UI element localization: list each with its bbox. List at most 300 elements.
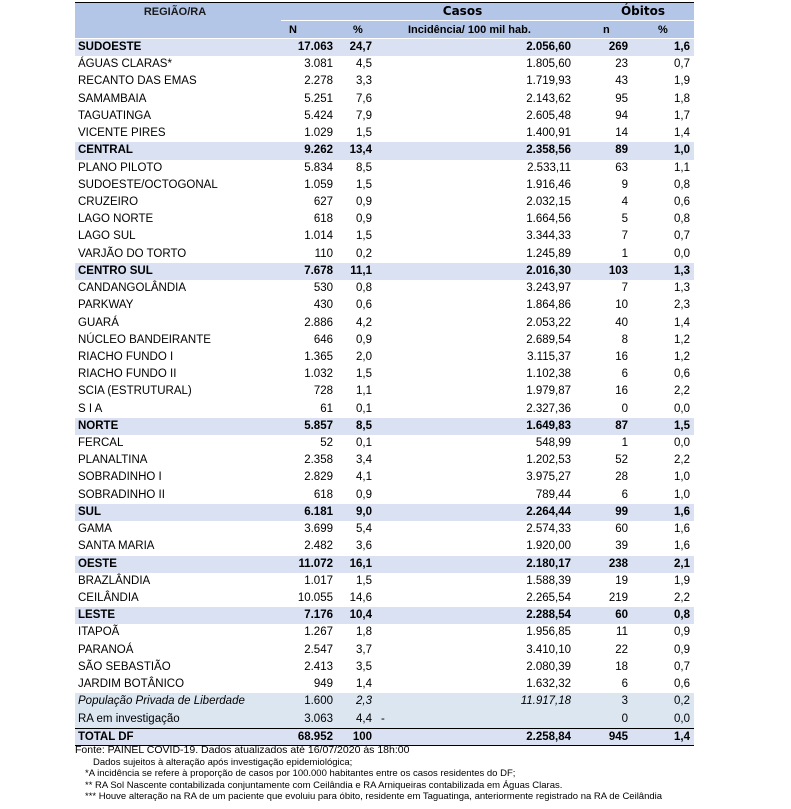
row-dash: - xyxy=(381,712,385,725)
row-cases-n: 5.424 xyxy=(304,109,333,122)
row-incidencia: 3.410,10 xyxy=(526,643,571,656)
row-cases-pct: 24,7 xyxy=(349,41,372,53)
row-name: RA em investigação xyxy=(78,712,180,725)
table-row xyxy=(75,401,694,418)
row-obitos-pct: 1,3 xyxy=(674,264,690,277)
total-obitos-pct: 1,4 xyxy=(674,730,690,743)
header-regiao: REGIÃO/RA xyxy=(143,6,207,18)
row-obitos-n: 16 xyxy=(615,350,628,363)
row-name: FERCAL xyxy=(78,437,124,450)
row-incidencia: 1.664,56 xyxy=(526,213,571,226)
table-row xyxy=(75,211,694,228)
row-obitos-pct: 1,2 xyxy=(674,350,690,363)
row-incidencia: 2.264,44 xyxy=(526,505,571,518)
table-row xyxy=(75,383,694,400)
footnote-2: *A incidência se refere à proporção de casos por 100.000 habitantes entre os casos residentes do DF; xyxy=(85,768,516,779)
header-pct-casos: % xyxy=(353,23,363,36)
header-obitos: Óbitos xyxy=(620,4,666,18)
total-obitos-n: 945 xyxy=(608,730,628,743)
row-obitos-n: 7 xyxy=(621,282,628,295)
row-obitos-pct: 1,0 xyxy=(674,144,690,157)
row-incidencia: 1.979,87 xyxy=(526,385,571,398)
row-cases-pct: 0,6 xyxy=(356,299,372,312)
row-obitos-n: 87 xyxy=(615,419,628,432)
row-incidencia: 1.719,93 xyxy=(526,75,571,88)
row-cases-pct: 10,4 xyxy=(349,609,372,622)
row-obitos-n: 238 xyxy=(608,557,628,570)
table-row xyxy=(75,91,694,108)
row-cases-n: 1.014 xyxy=(304,230,333,243)
row-name: SCIA (ESTRUTURAL) xyxy=(78,385,192,398)
row-obitos-pct: 1,0 xyxy=(674,471,690,484)
row-incidencia: 1.202,53 xyxy=(526,454,571,467)
table-row xyxy=(75,435,694,452)
table-row xyxy=(75,676,694,693)
row-obitos-pct: 0,7 xyxy=(674,660,690,673)
row-cases-n: 1.017 xyxy=(304,574,333,587)
table-row xyxy=(75,228,694,245)
row-incidencia: 2.265,54 xyxy=(526,592,571,604)
row-obitos-pct: 1,8 xyxy=(674,92,690,105)
row-incidencia: 2.032,15 xyxy=(526,195,571,208)
row-obitos-pct: 1,0 xyxy=(674,488,690,501)
row-cases-n: 7.678 xyxy=(304,264,333,277)
row-obitos-n: 95 xyxy=(615,92,628,105)
row-incidencia: 2.053,22 xyxy=(526,316,571,329)
row-name: CANDANGOLÂNDIA xyxy=(78,282,186,295)
table-row xyxy=(75,125,694,142)
row-cases-pct: 2,0 xyxy=(356,350,372,363)
region-group-row xyxy=(75,504,694,521)
row-obitos-n: 9 xyxy=(621,178,628,191)
row-cases-pct: 1,5 xyxy=(356,574,372,587)
table-row xyxy=(75,642,694,659)
row-name: OESTE xyxy=(78,557,117,570)
row-cases-n: 2.886 xyxy=(304,316,333,329)
row-obitos-pct: 1,5 xyxy=(674,419,690,432)
row-cases-n: 6.181 xyxy=(304,505,333,518)
row-incidencia: 3.344,33 xyxy=(526,230,571,243)
row-cases-pct: 1,5 xyxy=(356,368,372,381)
row-name: RIACHO FUNDO II xyxy=(78,368,177,381)
region-group-row xyxy=(75,418,694,435)
row-cases-n: 1.029 xyxy=(304,127,333,140)
row-name: SOBRADINHO II xyxy=(78,488,165,501)
row-name: ÁGUAS CLARAS* xyxy=(78,58,172,71)
row-obitos-n: 16 xyxy=(615,385,628,398)
row-cases-pct: 8,5 xyxy=(356,161,372,174)
row-obitos-n: 0 xyxy=(621,712,628,725)
row-cases-pct: 2,3 xyxy=(356,695,372,708)
row-incidencia: 2.358,56 xyxy=(526,144,571,157)
table-row xyxy=(75,194,694,211)
row-obitos-n: 269 xyxy=(608,41,628,53)
table-body xyxy=(75,39,694,728)
row-cases-pct: 1,8 xyxy=(356,626,372,639)
row-name: SUDOESTE/OCTOGONAL xyxy=(78,178,218,191)
row-name: SOBRADINHO I xyxy=(78,471,162,484)
row-obitos-n: 60 xyxy=(615,523,628,536)
row-incidencia: 3.243,97 xyxy=(526,282,571,295)
row-name: PARKWAY xyxy=(78,299,134,312)
row-incidencia: 11.917,18 xyxy=(520,695,571,708)
row-obitos-pct: 0,9 xyxy=(674,626,690,639)
row-cases-n: 9.262 xyxy=(304,144,333,157)
row-obitos-pct: 1,9 xyxy=(674,574,690,587)
row-cases-pct: 4,1 xyxy=(356,471,372,484)
row-cases-n: 5.251 xyxy=(304,92,333,105)
row-incidencia: 2.180,17 xyxy=(526,557,571,570)
row-incidencia: 2.327,36 xyxy=(526,402,571,415)
table-row xyxy=(75,332,694,349)
row-cases-n: 3.081 xyxy=(304,58,333,71)
header-row-2 xyxy=(75,21,694,40)
row-obitos-pct: 2,2 xyxy=(674,454,690,467)
table-row xyxy=(75,315,694,332)
footnote-3: ** RA Sol Nascente contabilizada conjuntamente com Ceilândia e RA Arniqueiras contabilizada em Águas Claras. xyxy=(85,779,563,791)
row-obitos-pct: 1,4 xyxy=(674,127,690,140)
table-row xyxy=(75,280,694,297)
row-cases-pct: 3,4 xyxy=(356,454,372,467)
row-name: NORTE xyxy=(78,419,119,432)
row-obitos-n: 39 xyxy=(615,540,628,553)
row-cases-n: 3.699 xyxy=(304,523,333,536)
row-obitos-n: 5 xyxy=(621,213,628,226)
row-name: CEILÂNDIA xyxy=(78,592,139,604)
row-cases-n: 5.834 xyxy=(304,161,333,174)
row-cases-pct: 5,4 xyxy=(356,523,372,536)
header-n-casos: N xyxy=(289,23,297,36)
row-cases-pct: 14,6 xyxy=(349,592,372,604)
table-row xyxy=(75,711,694,728)
row-cases-n: 7.176 xyxy=(304,609,333,622)
row-cases-n: 2.482 xyxy=(304,540,333,553)
row-cases-n: 10.055 xyxy=(297,592,333,604)
row-cases-pct: 0,9 xyxy=(356,333,372,346)
row-obitos-n: 7 xyxy=(621,230,628,243)
row-incidencia: 1.245,89 xyxy=(526,247,571,260)
region-group-row xyxy=(75,39,694,56)
row-cases-pct: 1,5 xyxy=(356,127,372,140)
row-obitos-n: 14 xyxy=(615,127,628,140)
row-cases-n: 2.547 xyxy=(304,643,333,656)
row-obitos-pct: 0,0 xyxy=(674,437,690,450)
row-name: GAMA xyxy=(78,523,112,536)
row-name: RECANTO DAS EMAS xyxy=(78,75,197,88)
row-cases-n: 2.413 xyxy=(304,660,333,673)
row-incidencia: 1.805,60 xyxy=(526,58,571,71)
header-incidencia: Incidência/ 100 mil hab. xyxy=(408,23,531,36)
row-incidencia: 1.956,85 xyxy=(526,626,571,639)
table-row xyxy=(75,521,694,538)
row-name: CENTRAL xyxy=(78,144,133,157)
row-cases-n: 1.600 xyxy=(304,695,333,708)
row-obitos-n: 89 xyxy=(615,144,628,157)
row-cases-pct: 0,1 xyxy=(356,402,372,415)
row-obitos-pct: 0,0 xyxy=(674,247,690,260)
row-obitos-pct: 1,6 xyxy=(674,41,690,53)
row-obitos-pct: 0,0 xyxy=(674,402,690,415)
row-incidencia: 3.115,37 xyxy=(527,350,571,363)
row-cases-n: 618 xyxy=(313,213,333,226)
table-row xyxy=(75,452,694,469)
row-cases-pct: 4,2 xyxy=(356,316,372,329)
row-obitos-n: 11 xyxy=(616,626,628,639)
row-cases-n: 627 xyxy=(313,195,333,208)
row-name: PARANOÁ xyxy=(78,643,134,656)
row-obitos-pct: 0,0 xyxy=(674,712,690,725)
row-cases-n: 1.059 xyxy=(304,178,333,191)
row-name: SUL xyxy=(78,505,101,518)
row-cases-n: 618 xyxy=(313,488,333,501)
table-row xyxy=(75,297,694,314)
row-obitos-pct: 0,6 xyxy=(674,368,690,381)
table-row xyxy=(75,693,694,710)
row-obitos-pct: 0,8 xyxy=(674,609,690,622)
row-obitos-n: 1 xyxy=(621,437,628,450)
table-row xyxy=(75,590,694,607)
table-row xyxy=(75,246,694,263)
row-cases-pct: 3,7 xyxy=(356,643,372,656)
row-obitos-n: 23 xyxy=(615,58,628,71)
table-row xyxy=(75,487,694,504)
row-obitos-n: 43 xyxy=(615,75,628,88)
row-obitos-pct: 2,2 xyxy=(674,385,690,398)
row-obitos-n: 28 xyxy=(615,471,628,484)
row-obitos-pct: 1,6 xyxy=(674,523,690,536)
row-cases-n: 52 xyxy=(320,437,333,450)
row-cases-pct: 4,5 xyxy=(356,58,372,71)
row-name: SÃO SEBASTIÃO xyxy=(78,660,171,673)
row-cases-pct: 8,5 xyxy=(356,419,372,432)
row-obitos-pct: 2,2 xyxy=(674,592,690,604)
row-name: PLANALTINA xyxy=(78,454,148,467)
row-cases-n: 728 xyxy=(313,385,333,398)
row-cases-n: 2.358 xyxy=(304,454,333,467)
row-name: População Privada de Liberdade xyxy=(78,695,245,708)
row-cases-n: 3.063 xyxy=(304,712,333,725)
table-row xyxy=(75,73,694,90)
table-row xyxy=(75,160,694,177)
total-n: 68.952 xyxy=(297,730,333,743)
region-group-row xyxy=(75,607,694,624)
row-obitos-n: 60 xyxy=(615,609,628,622)
row-cases-pct: 0,2 xyxy=(356,247,372,260)
row-cases-pct: 0,9 xyxy=(356,213,372,226)
row-name: BRAZLÂNDIA xyxy=(78,574,151,587)
row-obitos-n: 6 xyxy=(621,678,628,691)
total-pct: 100 xyxy=(352,730,372,743)
header-row-1 xyxy=(75,2,694,21)
total-incidencia: 2.258,84 xyxy=(526,730,571,743)
row-cases-pct: 0,9 xyxy=(356,195,372,208)
region-group-row xyxy=(75,142,694,159)
region-group-row xyxy=(75,263,694,280)
row-obitos-pct: 0,7 xyxy=(674,230,690,243)
row-incidencia: 1.632,32 xyxy=(526,678,571,691)
row-obitos-pct: 0,6 xyxy=(674,195,690,208)
table-row xyxy=(75,573,694,590)
table-row xyxy=(75,659,694,676)
row-incidencia: 2.016,30 xyxy=(526,264,571,277)
header-casos: Casos xyxy=(442,4,483,18)
footnote-source: Fonte: PAINEL COVID-19. Dados atualizados até 16/07/2020 às 18h:00 xyxy=(75,744,410,756)
footnotes xyxy=(75,745,775,803)
row-obitos-n: 3 xyxy=(621,695,628,708)
row-incidencia: 2.056,60 xyxy=(526,41,571,53)
row-obitos-pct: 2,3 xyxy=(674,299,690,312)
row-obitos-n: 103 xyxy=(608,264,628,277)
row-incidencia: 789,44 xyxy=(535,488,571,501)
row-cases-pct: 9,0 xyxy=(356,505,372,518)
row-obitos-n: 18 xyxy=(615,660,628,673)
row-obitos-pct: 0,8 xyxy=(674,178,690,191)
row-cases-n: 17.063 xyxy=(297,41,333,53)
row-cases-pct: 16,1 xyxy=(349,557,372,570)
total-name: TOTAL DF xyxy=(78,730,134,743)
row-incidencia: 1.400,91 xyxy=(526,127,571,140)
row-name: LESTE xyxy=(78,609,116,622)
row-obitos-pct: 1,4 xyxy=(674,316,690,329)
row-incidencia: 2.574,33 xyxy=(526,523,571,536)
row-cases-pct: 11,1 xyxy=(350,264,372,277)
table-row xyxy=(75,177,694,194)
region-group-row xyxy=(75,556,694,573)
covid-cases-table xyxy=(75,2,694,746)
row-obitos-pct: 0,7 xyxy=(674,58,690,71)
row-obitos-n: 40 xyxy=(615,316,628,329)
row-name: LAGO NORTE xyxy=(78,213,154,226)
table-row xyxy=(75,624,694,641)
row-cases-n: 61 xyxy=(320,402,333,415)
row-incidencia: 2.689,54 xyxy=(526,333,571,346)
row-cases-n: 1.032 xyxy=(304,368,333,381)
row-name: SAMAMBAIA xyxy=(78,92,147,105)
row-incidencia: 2.288,54 xyxy=(526,609,571,622)
row-incidencia: 1.649,83 xyxy=(526,419,571,432)
row-obitos-pct: 1,3 xyxy=(674,282,690,295)
row-obitos-n: 63 xyxy=(615,161,628,174)
row-obitos-n: 6 xyxy=(621,488,628,501)
row-cases-n: 5.857 xyxy=(304,419,333,432)
row-obitos-n: 6 xyxy=(621,368,628,381)
row-name: SUDOESTE xyxy=(78,41,142,53)
row-obitos-n: 0 xyxy=(621,402,628,415)
row-obitos-pct: 0,9 xyxy=(674,643,690,656)
row-cases-pct: 0,8 xyxy=(356,282,372,295)
row-name: SANTA MARIA xyxy=(78,540,155,553)
row-obitos-n: 8 xyxy=(621,333,628,346)
row-name: RIACHO FUNDO I xyxy=(78,350,174,363)
row-name: S I A xyxy=(78,402,103,415)
row-obitos-pct: 1,7 xyxy=(674,109,690,122)
row-obitos-n: 22 xyxy=(615,643,628,656)
row-cases-n: 1.365 xyxy=(304,350,333,363)
row-cases-n: 110 xyxy=(314,247,333,260)
row-cases-pct: 4,4 xyxy=(356,712,372,725)
row-obitos-n: 52 xyxy=(615,454,628,467)
table-row xyxy=(75,366,694,383)
row-cases-n: 2.278 xyxy=(304,75,333,88)
row-cases-n: 2.829 xyxy=(304,471,333,484)
row-cases-pct: 0,1 xyxy=(356,437,372,450)
row-name: PLANO PILOTO xyxy=(78,161,163,174)
table-row xyxy=(75,56,694,73)
row-cases-pct: 0,9 xyxy=(356,488,372,501)
row-cases-pct: 3,5 xyxy=(356,660,372,673)
footnote-1: Dados sujeitos à alteração após investigação epidemiológica; xyxy=(93,756,353,768)
header-pct-obitos: % xyxy=(658,23,668,36)
row-cases-n: 11.072 xyxy=(298,557,333,570)
row-cases-pct: 1,1 xyxy=(356,385,372,398)
row-cases-n: 430 xyxy=(313,299,333,312)
row-cases-pct: 3,3 xyxy=(356,75,372,88)
row-incidencia: 2.533,11 xyxy=(527,161,571,174)
header-n-obitos: n xyxy=(603,23,610,36)
row-cases-pct: 1,5 xyxy=(356,178,372,191)
row-incidencia: 2.605,48 xyxy=(526,109,571,122)
footnote-4: *** Houve alteração na RA de um paciente que evoluiu para óbito, residente em Taguatinga, anteriormente registrado na RA de Ceilândia xyxy=(85,791,663,802)
row-incidencia: 1.864,86 xyxy=(526,299,571,312)
row-obitos-pct: 1,6 xyxy=(674,505,690,518)
row-cases-pct: 7,9 xyxy=(356,109,372,122)
row-cases-pct: 7,6 xyxy=(356,92,372,105)
row-obitos-n: 1 xyxy=(621,247,628,260)
table-row xyxy=(75,108,694,125)
row-obitos-pct: 0,2 xyxy=(674,695,690,708)
row-obitos-pct: 1,2 xyxy=(674,333,690,346)
row-name: CENTRO SUL xyxy=(78,264,153,277)
row-incidencia: 1.920,00 xyxy=(526,540,571,553)
row-obitos-pct: 1,9 xyxy=(674,75,690,88)
row-incidencia: 2.080,39 xyxy=(526,660,571,673)
row-obitos-n: 99 xyxy=(615,505,628,518)
row-obitos-pct: 1,1 xyxy=(674,161,690,174)
row-cases-pct: 1,5 xyxy=(356,230,372,243)
row-incidencia: 548,99 xyxy=(535,437,571,450)
row-name: LAGO SUL xyxy=(78,230,136,243)
row-obitos-pct: 0,6 xyxy=(674,678,690,691)
row-cases-pct: 1,4 xyxy=(356,678,372,691)
row-name: JARDIM BOTÂNICO xyxy=(78,678,185,691)
row-cases-n: 646 xyxy=(313,333,333,346)
row-name: VICENTE PIRES xyxy=(78,127,166,140)
row-obitos-n: 219 xyxy=(608,592,628,604)
row-name: ITAPOÃ xyxy=(78,626,120,639)
row-name: TAGUATINGA xyxy=(78,109,152,122)
row-name: VARJÃO DO TORTO xyxy=(78,247,187,260)
row-cases-pct: 13,4 xyxy=(349,144,372,157)
table-row xyxy=(75,538,694,555)
row-cases-n: 949 xyxy=(313,678,333,691)
row-incidencia: 1.588,39 xyxy=(526,574,571,587)
row-obitos-n: 19 xyxy=(615,574,628,587)
row-name: GUARÁ xyxy=(78,316,119,329)
row-incidencia: 2.143,62 xyxy=(526,92,571,105)
row-obitos-pct: 2,1 xyxy=(674,557,690,570)
row-cases-pct: 3,6 xyxy=(356,540,372,553)
row-name: NÚCLEO BANDEIRANTE xyxy=(78,333,211,346)
row-obitos-pct: 1,6 xyxy=(674,540,690,553)
row-obitos-n: 4 xyxy=(621,195,628,208)
row-obitos-n: 10 xyxy=(615,299,628,312)
row-name: CRUZEIRO xyxy=(78,195,139,208)
table-row xyxy=(75,469,694,486)
row-incidencia: 1.102,38 xyxy=(526,368,571,381)
row-cases-n: 1.267 xyxy=(304,626,333,639)
row-obitos-pct: 0,8 xyxy=(674,213,690,226)
row-incidencia: 3.975,27 xyxy=(526,471,571,484)
